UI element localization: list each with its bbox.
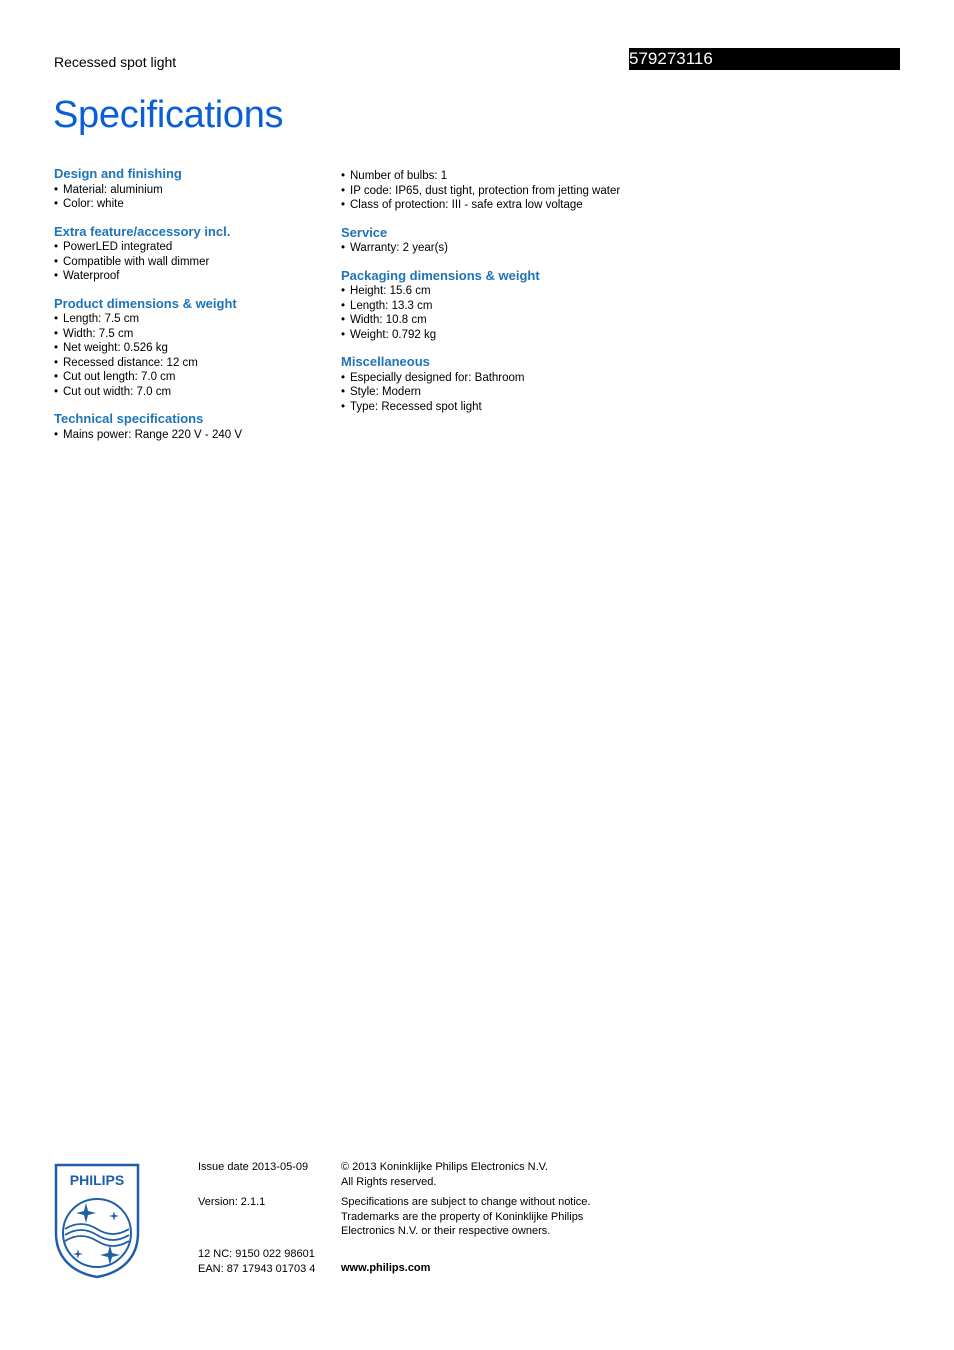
spec-item: • Type: Recessed spot light <box>341 400 621 415</box>
spec-item: • Waterproof <box>54 269 334 284</box>
section-heading: Extra feature/accessory incl. <box>54 223 231 239</box>
spec-list <box>54 428 334 443</box>
spec-list <box>54 183 334 212</box>
spec-item: • Material: aluminium <box>54 183 334 198</box>
spec-item: • Warranty: 2 year(s) <box>341 241 621 256</box>
section-heading: Product dimensions & weight <box>54 295 237 311</box>
section-heading: Miscellaneous <box>341 354 430 369</box>
copyright-line-1: © 2013 Koninklijke Philips Electronics N.V. <box>341 1161 549 1173</box>
spec-item: • Length: 7.5 cm <box>54 312 334 327</box>
section-heading: Service <box>341 224 388 240</box>
nc-number: 12 NC: 9150 022 98601 <box>198 1248 315 1260</box>
spec-item: • Recessed distance: 12 cm <box>54 356 334 371</box>
spec-item: • Height: 15.6 cm <box>341 284 621 299</box>
spec-section-continued <box>341 169 621 213</box>
spec-list <box>341 241 621 256</box>
spec-item: • PowerLED integrated <box>54 240 334 255</box>
spec-item: • Color: white <box>54 197 334 212</box>
spec-item: • IP code: IP65, dust tight, protection from jetting water <box>341 184 621 199</box>
page-title: Specifications <box>53 94 284 136</box>
version: Version: 2.1.1 <box>198 1196 266 1208</box>
product-numbers <box>198 1247 315 1276</box>
disclaimer-line-1: Specifications are subject to change without notice. <box>341 1196 591 1208</box>
spec-item: • Compatible with wall dimmer <box>54 255 334 270</box>
spec-list <box>54 240 334 284</box>
website-link[interactable]: www.philips.com <box>341 1262 431 1274</box>
section-heading: Technical specifications <box>54 411 204 426</box>
spec-section-miscellaneous <box>341 355 621 414</box>
spec-column-left <box>54 167 334 455</box>
spec-item: • Cut out width: 7.0 cm <box>54 385 334 400</box>
spec-section-packaging-dimensions-weight <box>341 269 621 343</box>
spec-item: • Style: Modern <box>341 385 621 400</box>
spec-column-right <box>341 169 621 427</box>
philips-shield-logo <box>54 1163 140 1279</box>
issue-date: Issue date 2013-05-09 <box>198 1161 309 1173</box>
spec-section-design-and-finishing <box>54 167 334 212</box>
spec-section-product-dimensions-weight <box>54 297 334 400</box>
spec-item: • Length: 13.3 cm <box>341 299 621 314</box>
product-name: Recessed spot light <box>54 54 177 70</box>
copyright-line-2: All Rights reserved. <box>341 1175 437 1188</box>
ean-number: EAN: 87 17943 01703 4 <box>198 1262 316 1275</box>
spec-item: • Weight: 0.792 kg <box>341 328 621 343</box>
section-heading: Design and finishing <box>54 166 182 181</box>
product-code-bar <box>629 48 900 70</box>
spec-section-service <box>341 226 621 256</box>
spec-list <box>341 284 621 342</box>
spec-item: • Net weight: 0.526 kg <box>54 341 334 356</box>
spec-item: • Especially designed for: Bathroom <box>341 371 621 386</box>
disclaimer <box>341 1195 611 1239</box>
spec-item: • Cut out length: 7.0 cm <box>54 370 334 385</box>
spec-item: • Number of bulbs: 1 <box>341 169 621 184</box>
spec-item: • Class of protection: III - safe extra low voltage <box>341 198 621 213</box>
logo-wordmark: PHILIPS <box>69 1172 125 1188</box>
section-heading: Packaging dimensions & weight <box>341 267 540 283</box>
spec-section-extra-feature-accessory-incl <box>54 225 334 284</box>
copyright <box>341 1160 548 1189</box>
spec-list <box>341 371 621 415</box>
spec-section-technical-specifications <box>54 412 334 442</box>
spec-item: • Width: 10.8 cm <box>341 313 621 328</box>
spec-list <box>54 312 334 399</box>
product-code: 579273116 <box>629 49 713 68</box>
spec-item: • Mains power: Range 220 V - 240 V <box>54 428 334 443</box>
spec-item: • Width: 7.5 cm <box>54 327 334 342</box>
disclaimer-line-2: Trademarks are the property of Koninklijke Philips <box>341 1210 584 1223</box>
spec-list <box>341 169 621 213</box>
disclaimer-line-3: Electronics N.V. or their respective owners. <box>341 1225 551 1237</box>
